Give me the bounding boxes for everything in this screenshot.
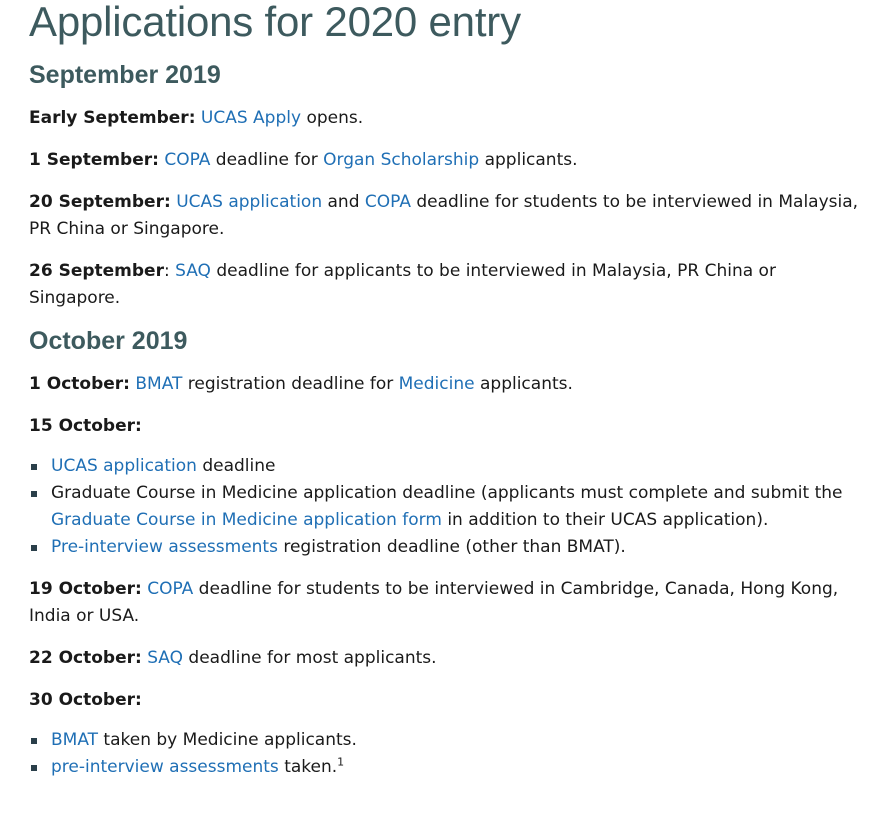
list-item — [29, 453, 859, 480]
entry-text: deadline for most applicants. — [183, 648, 437, 668]
list-item — [29, 727, 859, 754]
entry-date: 26 September — [29, 261, 164, 281]
list-item — [29, 480, 859, 534]
section-heading-september: September 2019 — [29, 61, 221, 89]
graduate-course-form-link[interactable]: Graduate Course in Medicine application form — [51, 510, 442, 530]
medicine-link[interactable]: Medicine — [398, 374, 475, 394]
oct15-list — [29, 453, 859, 561]
saq-link[interactable]: SAQ — [147, 648, 184, 668]
ucas-application-link[interactable]: UCAS application — [176, 192, 323, 212]
entry-date: 1 September: — [29, 150, 159, 170]
bmat-link[interactable]: BMAT — [51, 730, 99, 750]
entry-early-september — [29, 105, 859, 132]
entry-1-september — [29, 147, 859, 174]
entry-date: 30 October: — [29, 690, 142, 710]
ucas-apply-link[interactable]: UCAS Apply — [200, 108, 302, 128]
entry-date: 15 October: — [29, 416, 142, 436]
entry-text: deadline for students to be interviewed in Malaysia, PR China or Singapore. — [29, 192, 859, 239]
pre-interview-assessments-link[interactable]: Pre-interview assessments — [51, 537, 278, 557]
section-heading-october: October 2019 — [29, 327, 188, 355]
organ-scholarship-link[interactable]: Organ Scholarship — [323, 150, 480, 170]
entry-colon: : — [163, 261, 170, 281]
entry-20-september — [29, 189, 859, 243]
content — [29, 0, 859, 781]
ucas-application-link[interactable]: UCAS application — [51, 456, 197, 476]
entry-text: applicants. — [479, 150, 578, 170]
copa-link[interactable]: COPA — [164, 150, 211, 170]
copa-link[interactable]: COPA — [364, 192, 411, 212]
pre-interview-assessments-link[interactable]: pre-interview assessments — [51, 757, 279, 777]
entry-text: deadline for students to be interviewed in Cambridge, Canada, Hong Kong, India or USA. — [29, 579, 839, 626]
entry-date: 20 September: — [29, 192, 171, 212]
entry-text: deadline for applicants to be interviewed in Malaysia, PR China or Singapore. — [29, 261, 776, 308]
entry-text: opens. — [301, 108, 364, 128]
list-item-text: registration deadline (other than BMAT). — [277, 537, 626, 557]
list-item — [29, 754, 859, 781]
entry-text: and — [322, 192, 365, 212]
entry-date: 1 October: — [29, 374, 130, 394]
saq-link[interactable]: SAQ — [175, 261, 211, 281]
list-item-text: deadline — [196, 456, 276, 476]
entry-30-october — [29, 687, 859, 714]
list-item-text: Graduate Course in Medicine application deadline (applicants must complete and submit the — [51, 483, 843, 503]
entry-text: applicants. — [474, 374, 573, 394]
oct30-list — [29, 727, 859, 781]
entry-date: 19 October: — [29, 579, 142, 599]
list-item — [29, 534, 859, 561]
bmat-link[interactable]: BMAT — [135, 374, 183, 394]
page-title: Applications for 2020 entry — [29, 0, 521, 45]
entry-19-october — [29, 576, 859, 630]
entry-date: Early September: — [29, 108, 196, 128]
list-item-text: in addition to their UCAS application). — [441, 510, 769, 530]
entry-date: 22 October: — [29, 648, 142, 668]
entry-26-september — [29, 258, 859, 312]
entry-text: registration deadline for — [182, 374, 399, 394]
list-item-text: taken by Medicine applicants. — [98, 730, 357, 750]
entry-text: deadline for — [210, 150, 324, 170]
entry-1-october — [29, 371, 859, 398]
footnote-marker[interactable]: 1 — [337, 755, 345, 769]
copa-link[interactable]: COPA — [147, 579, 194, 599]
list-item-text: taken. — [278, 757, 338, 777]
entry-15-october — [29, 413, 859, 440]
entry-22-october — [29, 645, 859, 672]
